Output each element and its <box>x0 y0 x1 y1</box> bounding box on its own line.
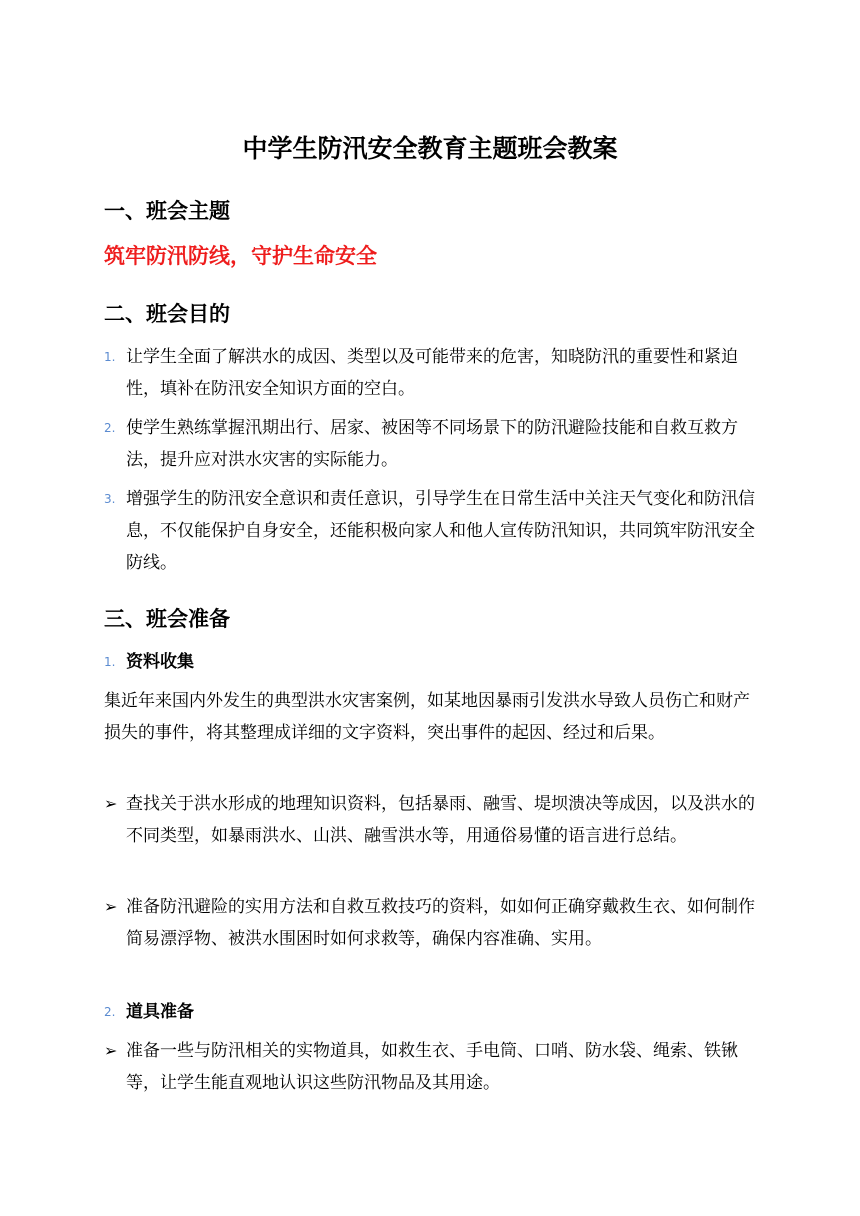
subsection-title: 道具准备 <box>126 1002 194 1022</box>
subsection-title: 资料收集 <box>126 652 194 672</box>
list-item <box>104 483 756 579</box>
body-paragraph: 集近年来国内外发生的典型洪水灾害案例，如某地因暴雨引发洪水导致人员伤亡和财产损失的事件，将其整理成详细的文字资料，突出事件的起因、经过和后果。 <box>104 691 750 743</box>
bullet-item <box>104 1035 756 1099</box>
list-item-text: 增强学生的防汛安全意识和责任意识，引导学生在日常生活中关注天气变化和防汛信息，不仅能保护自身安全，还能积极向家人和他人宣传防汛知识，共同筑牢防汛安全防线。 <box>126 489 755 573</box>
list-item <box>104 412 756 476</box>
arrow-bullet-icon: ➢ <box>104 897 118 916</box>
bullet-text: 查找关于洪水形成的地理知识资料，包括暴雨、融雪、堤坝溃决等成因，以及洪水的不同类型，如暴雨洪水、山洪、融雪洪水等，用通俗易懂的语言进行总结。 <box>126 794 755 846</box>
list-number: 2. <box>104 1005 116 1019</box>
section-heading-theme: 一、班会主题 <box>104 199 230 223</box>
list-number: 1. <box>104 655 116 669</box>
subsection-heading <box>104 996 756 1028</box>
bullet-text: 准备防汛避险的实用方法和自救互救技巧的资料，如如何正确穿戴救生衣、如何制作简易漂浮物、被洪水围困时如何求救等，确保内容准确、实用。 <box>126 897 755 949</box>
section-heading-preparation: 三、班会准备 <box>104 607 230 631</box>
list-number: 3. <box>104 492 116 506</box>
list-item-text: 使学生熟练掌握汛期出行、居家、被困等不同场景下的防汛避险技能和自救互救方法，提升应对洪水灾害的实际能力。 <box>126 418 738 470</box>
list-number: 1. <box>104 350 116 364</box>
bullet-item <box>104 788 756 852</box>
bullet-text: 准备一些与防汛相关的实物道具，如救生衣、手电筒、口哨、防水袋、绳索、铁锹等，让学生能直观地认识这些防汛物品及其用途。 <box>126 1041 738 1093</box>
document-title: 中学生防汛安全教育主题班会教案 <box>242 134 618 163</box>
theme-statement: 筑牢防汛防线，守护生命安全 <box>104 244 377 268</box>
list-item-text: 让学生全面了解洪水的成因、类型以及可能带来的危害，知晓防汛的重要性和紧迫性，填补在防汛安全知识方面的空白。 <box>126 347 738 399</box>
arrow-bullet-icon: ➢ <box>104 794 118 813</box>
section-heading-purpose: 二、班会目的 <box>104 302 230 326</box>
list-item <box>104 341 756 405</box>
list-number: 2. <box>104 421 116 435</box>
bullet-item <box>104 891 756 955</box>
subsection-heading <box>104 646 756 678</box>
arrow-bullet-icon: ➢ <box>104 1041 118 1060</box>
